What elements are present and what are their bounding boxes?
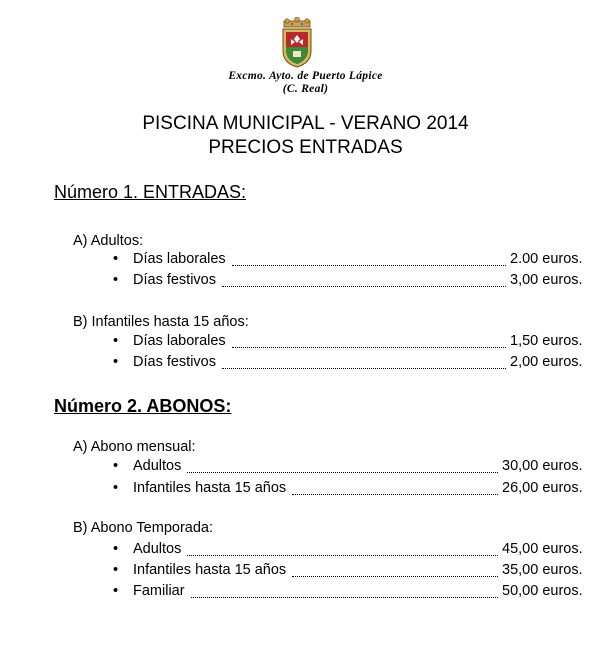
section-entradas-heading: Número 1. ENTRADAS: (54, 182, 247, 202)
price-row (113, 583, 583, 603)
price-row-label: Familiar (133, 583, 185, 599)
price-row (113, 333, 583, 353)
bullet-icon: • (113, 333, 119, 349)
price-row-label: Infantiles hasta 15 años (133, 480, 287, 496)
price-row-label: Días festivos (133, 272, 216, 288)
bullet-icon: • (113, 583, 119, 599)
price-row (113, 354, 583, 374)
price-row (113, 480, 583, 500)
price-row-label: Días laborales (133, 333, 226, 349)
price-row-value: 2.00 euros. (510, 251, 583, 267)
page-subtitle: PRECIOS ENTRADAS (208, 137, 403, 158)
section-abonos-heading: Número 2. ABONOS: (54, 396, 232, 416)
dot-leader (232, 253, 506, 266)
price-row (113, 251, 583, 271)
price-row (113, 458, 583, 478)
coat-of-arms-icon (272, 17, 322, 69)
bullet-icon: • (113, 541, 119, 557)
page-title: PISCINA MUNICIPAL - VERANO 2014 (142, 113, 469, 134)
price-row-value: 45,00 euros. (502, 541, 583, 557)
group-abono-temporada-label: B) Abono Temporada: (73, 520, 213, 536)
price-row-value: 30,00 euros. (502, 458, 583, 474)
price-row-value: 35,00 euros. (502, 562, 583, 578)
bullet-icon: • (113, 251, 119, 267)
dot-leader (191, 585, 498, 598)
price-row-value: 2,00 euros. (510, 354, 583, 370)
price-row-label: Adultos (133, 541, 182, 557)
price-row (113, 541, 583, 561)
dot-leader (187, 543, 498, 556)
price-row-label: Adultos (133, 458, 182, 474)
dot-leader (222, 356, 506, 369)
dot-leader (292, 482, 498, 495)
bullet-icon: • (113, 480, 119, 496)
bullet-icon: • (113, 354, 119, 370)
group-adultos-label: A) Adultos: (73, 233, 144, 249)
group-infantiles-label: B) Infantiles hasta 15 años: (73, 314, 249, 330)
dot-leader (232, 335, 506, 348)
dot-leader (187, 460, 498, 473)
price-row-label: Días laborales (133, 251, 226, 267)
bullet-icon: • (113, 562, 119, 578)
price-row-value: 26,00 euros. (502, 480, 583, 496)
price-row-label: Infantiles hasta 15 años (133, 562, 287, 578)
price-row-value: 1,50 euros. (510, 333, 583, 349)
price-row-label: Días festivos (133, 354, 216, 370)
bullet-icon: • (113, 458, 119, 474)
dot-leader (222, 274, 506, 287)
price-row (113, 562, 583, 582)
province-name: (C. Real) (282, 83, 329, 95)
price-row (113, 272, 583, 292)
bullet-icon: • (113, 272, 119, 288)
price-row-value: 3,00 euros. (510, 272, 583, 288)
group-abono-mensual-label: A) Abono mensual: (73, 439, 196, 455)
dot-leader (292, 564, 498, 577)
town-hall-name: Excmo. Ayto. de Puerto Lápice (228, 70, 383, 82)
price-row-value: 50,00 euros. (502, 583, 583, 599)
